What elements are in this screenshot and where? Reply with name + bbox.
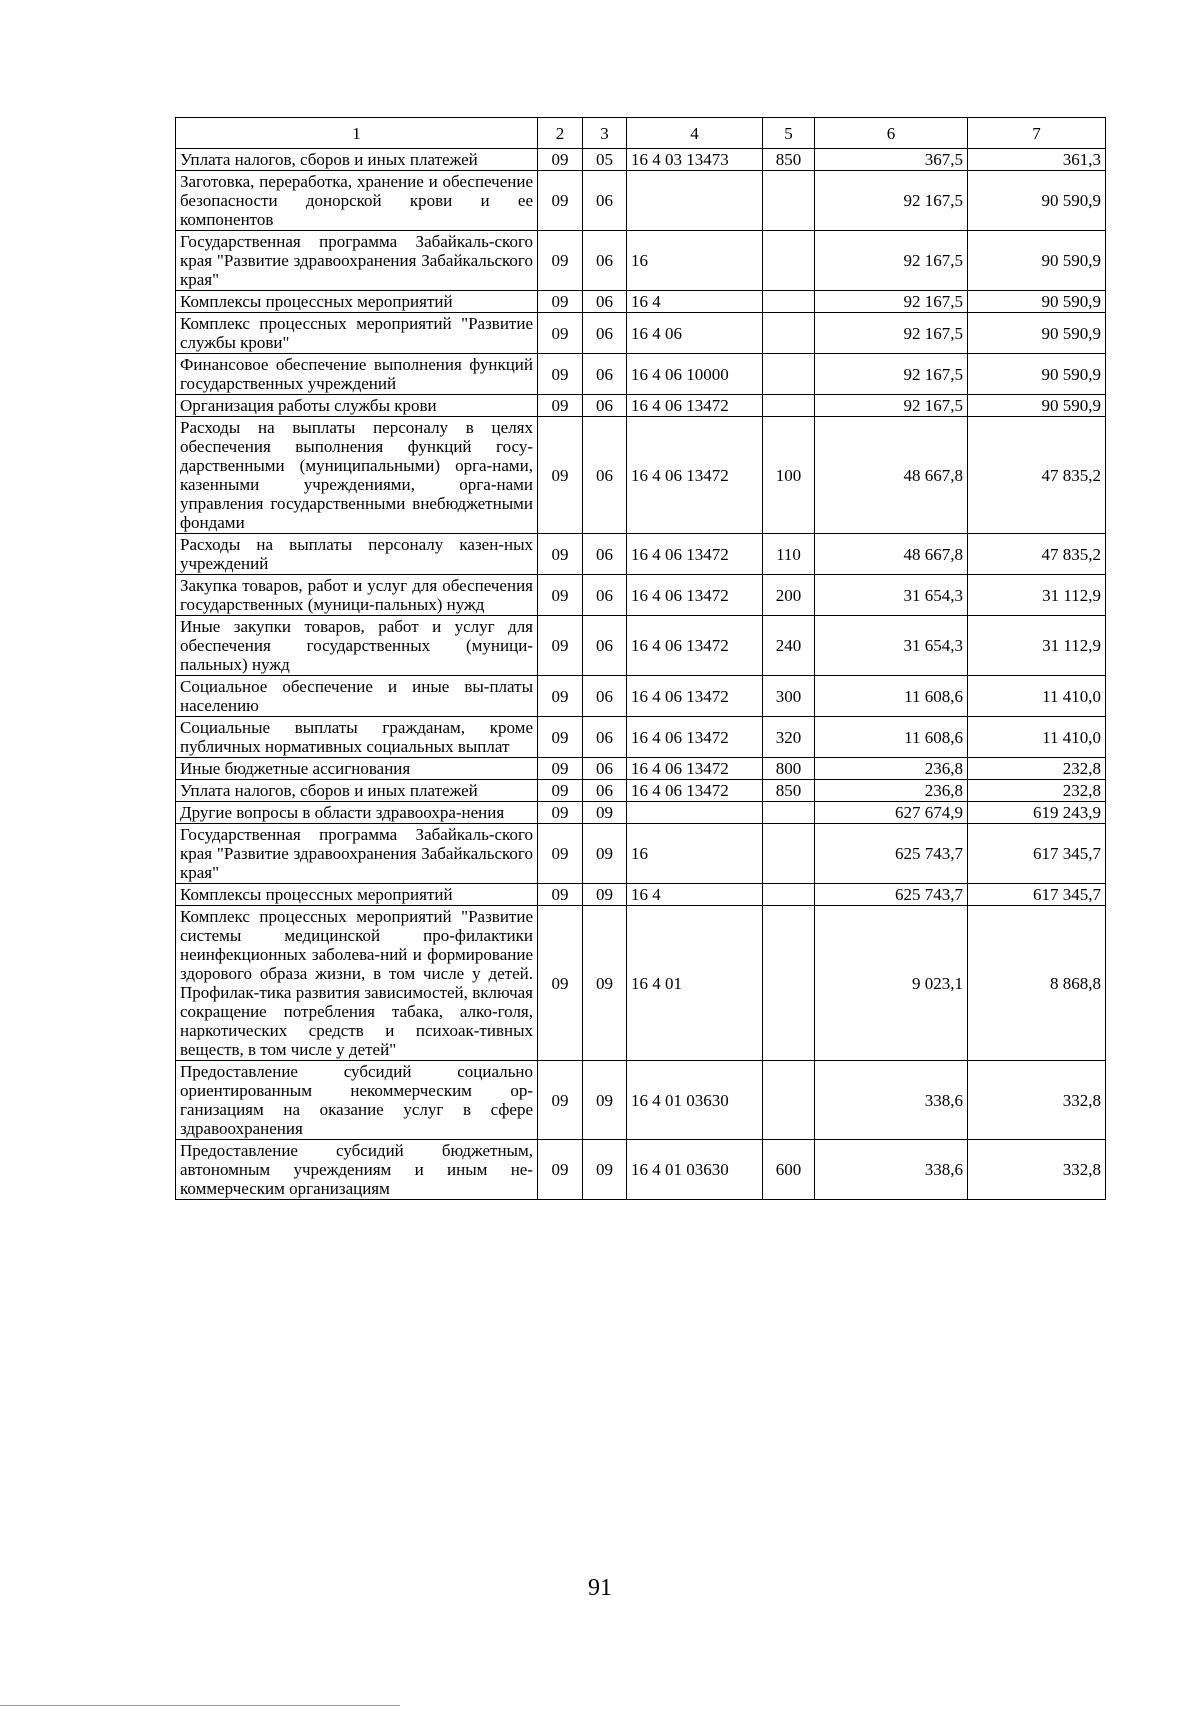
amount-executed-cell: 31 112,9 [968, 616, 1106, 676]
amount-executed-cell: 332,8 [968, 1061, 1106, 1140]
table-row [176, 171, 1106, 231]
subsection-code-cell: 06 [583, 616, 627, 676]
expense-type-cell [763, 802, 815, 824]
amount-planned-cell: 48 667,8 [815, 534, 968, 575]
table-row [176, 824, 1106, 884]
row-name-cell: Иные бюджетные ассигнования [176, 758, 538, 780]
amount-planned-cell: 625 743,7 [815, 884, 968, 906]
scan-edge-line [0, 1705, 400, 1706]
subsection-code-cell: 06 [583, 575, 627, 616]
amount-planned-cell: 48 667,8 [815, 417, 968, 534]
target-article-cell: 16 4 06 13472 [627, 575, 763, 616]
amount-executed-cell: 11 410,0 [968, 676, 1106, 717]
section-code-cell: 09 [538, 534, 583, 575]
expense-type-cell: 200 [763, 575, 815, 616]
amount-executed-cell: 90 590,9 [968, 291, 1106, 313]
row-name-cell: Уплата налогов, сборов и иных платежей [176, 780, 538, 802]
expense-type-cell: 100 [763, 417, 815, 534]
row-name-cell: Государственная программа Забайкаль-ского края "Развитие здравоохранения Забайкальского края" [176, 824, 538, 884]
table-row [176, 417, 1106, 534]
subsection-code-cell: 06 [583, 231, 627, 291]
amount-executed-cell: 47 835,2 [968, 534, 1106, 575]
amount-executed-cell: 31 112,9 [968, 575, 1106, 616]
section-code-cell: 09 [538, 149, 583, 171]
target-article-cell: 16 4 03 13473 [627, 149, 763, 171]
expense-type-cell: 240 [763, 616, 815, 676]
amount-planned-cell: 236,8 [815, 758, 968, 780]
amount-planned-cell: 627 674,9 [815, 802, 968, 824]
amount-planned-cell: 338,6 [815, 1140, 968, 1200]
amount-executed-cell: 332,8 [968, 1140, 1106, 1200]
row-name-cell: Организация работы службы крови [176, 395, 538, 417]
subsection-code-cell: 09 [583, 1140, 627, 1200]
amount-executed-cell: 90 590,9 [968, 395, 1106, 417]
budget-table [175, 117, 1106, 1200]
table-body [176, 149, 1106, 1200]
section-code-cell: 09 [538, 824, 583, 884]
target-article-cell: 16 4 [627, 291, 763, 313]
column-header: 4 [627, 118, 763, 149]
row-name-cell: Расходы на выплаты персоналу в целях обеспечения выполнения функций госу-дарственными (муниципальными) орга-нами, казенными учреждениями, орга-нами управления государственными внебюджетными фондами [176, 417, 538, 534]
row-name-cell: Иные закупки товаров, работ и услуг для обеспечения государственных (муници-пальных) нужд [176, 616, 538, 676]
column-header: 3 [583, 118, 627, 149]
amount-planned-cell: 92 167,5 [815, 171, 968, 231]
target-article-cell: 16 4 06 13472 [627, 758, 763, 780]
section-code-cell: 09 [538, 676, 583, 717]
expense-type-cell: 850 [763, 780, 815, 802]
section-code-cell: 09 [538, 171, 583, 231]
amount-planned-cell: 625 743,7 [815, 824, 968, 884]
target-article-cell: 16 4 06 13472 [627, 676, 763, 717]
target-article-cell: 16 4 06 10000 [627, 354, 763, 395]
amount-executed-cell: 617 345,7 [968, 824, 1106, 884]
subsection-code-cell: 09 [583, 884, 627, 906]
row-name-cell: Комплекс процессных мероприятий "Развитие системы медицинской про-филактики неинфекционных заболева-ний и формирование здорового образа жизни, в том числе у детей. Профилак-тика развития зависимостей, включая сокращение потребления табака, алко-голя, наркотических средств и психоак-тивных веществ, в том числе у детей" [176, 906, 538, 1061]
subsection-code-cell: 06 [583, 291, 627, 313]
subsection-code-cell: 06 [583, 171, 627, 231]
subsection-code-cell: 06 [583, 395, 627, 417]
column-header: 6 [815, 118, 968, 149]
target-article-cell [627, 171, 763, 231]
amount-executed-cell: 8 868,8 [968, 906, 1106, 1061]
table-row [176, 1140, 1106, 1200]
table-row [176, 906, 1106, 1061]
amount-executed-cell: 11 410,0 [968, 717, 1106, 758]
subsection-code-cell: 06 [583, 676, 627, 717]
section-code-cell: 09 [538, 1140, 583, 1200]
amount-planned-cell: 236,8 [815, 780, 968, 802]
section-code-cell: 09 [538, 395, 583, 417]
expense-type-cell [763, 1061, 815, 1140]
target-article-cell: 16 4 06 13472 [627, 417, 763, 534]
target-article-cell: 16 4 06 13472 [627, 534, 763, 575]
row-name-cell: Комплексы процессных мероприятий [176, 884, 538, 906]
amount-executed-cell: 47 835,2 [968, 417, 1106, 534]
table-row [176, 395, 1106, 417]
amount-executed-cell: 232,8 [968, 780, 1106, 802]
target-article-cell: 16 4 01 03630 [627, 1061, 763, 1140]
target-article-cell: 16 [627, 824, 763, 884]
table-row [176, 780, 1106, 802]
subsection-code-cell: 06 [583, 758, 627, 780]
section-code-cell: 09 [538, 231, 583, 291]
section-code-cell: 09 [538, 313, 583, 354]
row-name-cell: Расходы на выплаты персоналу казен-ных учреждений [176, 534, 538, 575]
amount-planned-cell: 11 608,6 [815, 717, 968, 758]
target-article-cell: 16 4 01 [627, 906, 763, 1061]
subsection-code-cell: 06 [583, 534, 627, 575]
expense-type-cell [763, 354, 815, 395]
expense-type-cell [763, 313, 815, 354]
expense-type-cell: 320 [763, 717, 815, 758]
expense-type-cell [763, 906, 815, 1061]
table-header-row [176, 118, 1106, 149]
amount-planned-cell: 31 654,3 [815, 616, 968, 676]
row-name-cell: Социальные выплаты гражданам, кроме публичных нормативных социальных выплат [176, 717, 538, 758]
subsection-code-cell: 09 [583, 802, 627, 824]
expense-type-cell: 850 [763, 149, 815, 171]
section-code-cell: 09 [538, 354, 583, 395]
section-code-cell: 09 [538, 906, 583, 1061]
row-name-cell: Государственная программа Забайкаль-ского края "Развитие здравоохранения Забайкальского края" [176, 231, 538, 291]
amount-planned-cell: 92 167,5 [815, 231, 968, 291]
amount-executed-cell: 90 590,9 [968, 171, 1106, 231]
section-code-cell: 09 [538, 884, 583, 906]
subsection-code-cell: 09 [583, 1061, 627, 1140]
section-code-cell: 09 [538, 1061, 583, 1140]
table-row [176, 758, 1106, 780]
target-article-cell: 16 4 06 13472 [627, 395, 763, 417]
target-article-cell: 16 4 06 13472 [627, 780, 763, 802]
column-header: 1 [176, 118, 538, 149]
section-code-cell: 09 [538, 780, 583, 802]
amount-executed-cell: 90 590,9 [968, 231, 1106, 291]
section-code-cell: 09 [538, 717, 583, 758]
amount-planned-cell: 92 167,5 [815, 313, 968, 354]
section-code-cell: 09 [538, 616, 583, 676]
subsection-code-cell: 06 [583, 354, 627, 395]
table-row [176, 575, 1106, 616]
table-row [176, 354, 1106, 395]
table-row [176, 313, 1106, 354]
amount-executed-cell: 232,8 [968, 758, 1106, 780]
target-article-cell: 16 4 01 03630 [627, 1140, 763, 1200]
amount-planned-cell: 338,6 [815, 1061, 968, 1140]
subsection-code-cell: 06 [583, 313, 627, 354]
column-header: 7 [968, 118, 1106, 149]
subsection-code-cell: 09 [583, 824, 627, 884]
subsection-code-cell: 06 [583, 717, 627, 758]
target-article-cell: 16 4 [627, 884, 763, 906]
section-code-cell: 09 [538, 575, 583, 616]
amount-planned-cell: 9 023,1 [815, 906, 968, 1061]
row-name-cell: Комплексы процессных мероприятий [176, 291, 538, 313]
row-name-cell: Уплата налогов, сборов и иных платежей [176, 149, 538, 171]
row-name-cell: Комплекс процессных мероприятий "Развитие службы крови" [176, 313, 538, 354]
amount-planned-cell: 11 608,6 [815, 676, 968, 717]
column-header: 5 [763, 118, 815, 149]
table-row [176, 291, 1106, 313]
target-article-cell: 16 4 06 [627, 313, 763, 354]
row-name-cell: Социальное обеспечение и иные вы-платы населению [176, 676, 538, 717]
section-code-cell: 09 [538, 802, 583, 824]
amount-executed-cell: 619 243,9 [968, 802, 1106, 824]
amount-planned-cell: 92 167,5 [815, 395, 968, 417]
column-header: 2 [538, 118, 583, 149]
expense-type-cell [763, 231, 815, 291]
target-article-cell: 16 4 06 13472 [627, 616, 763, 676]
section-code-cell: 09 [538, 291, 583, 313]
target-article-cell: 16 [627, 231, 763, 291]
row-name-cell: Другие вопросы в области здравоохра-нения [176, 802, 538, 824]
target-article-cell [627, 802, 763, 824]
subsection-code-cell: 09 [583, 906, 627, 1061]
amount-executed-cell: 90 590,9 [968, 354, 1106, 395]
section-code-cell: 09 [538, 758, 583, 780]
table-row [176, 802, 1106, 824]
expense-type-cell: 300 [763, 676, 815, 717]
subsection-code-cell: 05 [583, 149, 627, 171]
expense-type-cell [763, 884, 815, 906]
table-row [176, 616, 1106, 676]
table-row [176, 149, 1106, 171]
expense-type-cell: 800 [763, 758, 815, 780]
section-code-cell: 09 [538, 417, 583, 534]
expense-type-cell: 600 [763, 1140, 815, 1200]
row-name-cell: Заготовка, переработка, хранение и обеспечение безопасности донорской крови и ее компонентов [176, 171, 538, 231]
table-row [176, 717, 1106, 758]
amount-planned-cell: 367,5 [815, 149, 968, 171]
row-name-cell: Закупка товаров, работ и услуг для обеспечения государственных (муници-пальных) нужд [176, 575, 538, 616]
table-row [176, 534, 1106, 575]
expense-type-cell [763, 395, 815, 417]
expense-type-cell [763, 824, 815, 884]
page-number: 91 [588, 1575, 612, 1601]
table-row [176, 1061, 1106, 1140]
amount-planned-cell: 92 167,5 [815, 354, 968, 395]
row-name-cell: Предоставление субсидий бюджетным, автономным учреждениям и иным не-коммерческим организациям [176, 1140, 538, 1200]
subsection-code-cell: 06 [583, 417, 627, 534]
expense-type-cell: 110 [763, 534, 815, 575]
target-article-cell: 16 4 06 13472 [627, 717, 763, 758]
expense-type-cell [763, 291, 815, 313]
amount-executed-cell: 90 590,9 [968, 313, 1106, 354]
table-row [176, 884, 1106, 906]
row-name-cell: Финансовое обеспечение выполнения функций государственных учреждений [176, 354, 538, 395]
subsection-code-cell: 06 [583, 780, 627, 802]
table-row [176, 231, 1106, 291]
amount-executed-cell: 617 345,7 [968, 884, 1106, 906]
row-name-cell: Предоставление субсидий социально ориентированным некоммерческим ор-ганизациям на оказание услуг в сфере здравоохранения [176, 1061, 538, 1140]
amount-executed-cell: 361,3 [968, 149, 1106, 171]
amount-planned-cell: 92 167,5 [815, 291, 968, 313]
table-row [176, 676, 1106, 717]
expense-type-cell [763, 171, 815, 231]
amount-planned-cell: 31 654,3 [815, 575, 968, 616]
